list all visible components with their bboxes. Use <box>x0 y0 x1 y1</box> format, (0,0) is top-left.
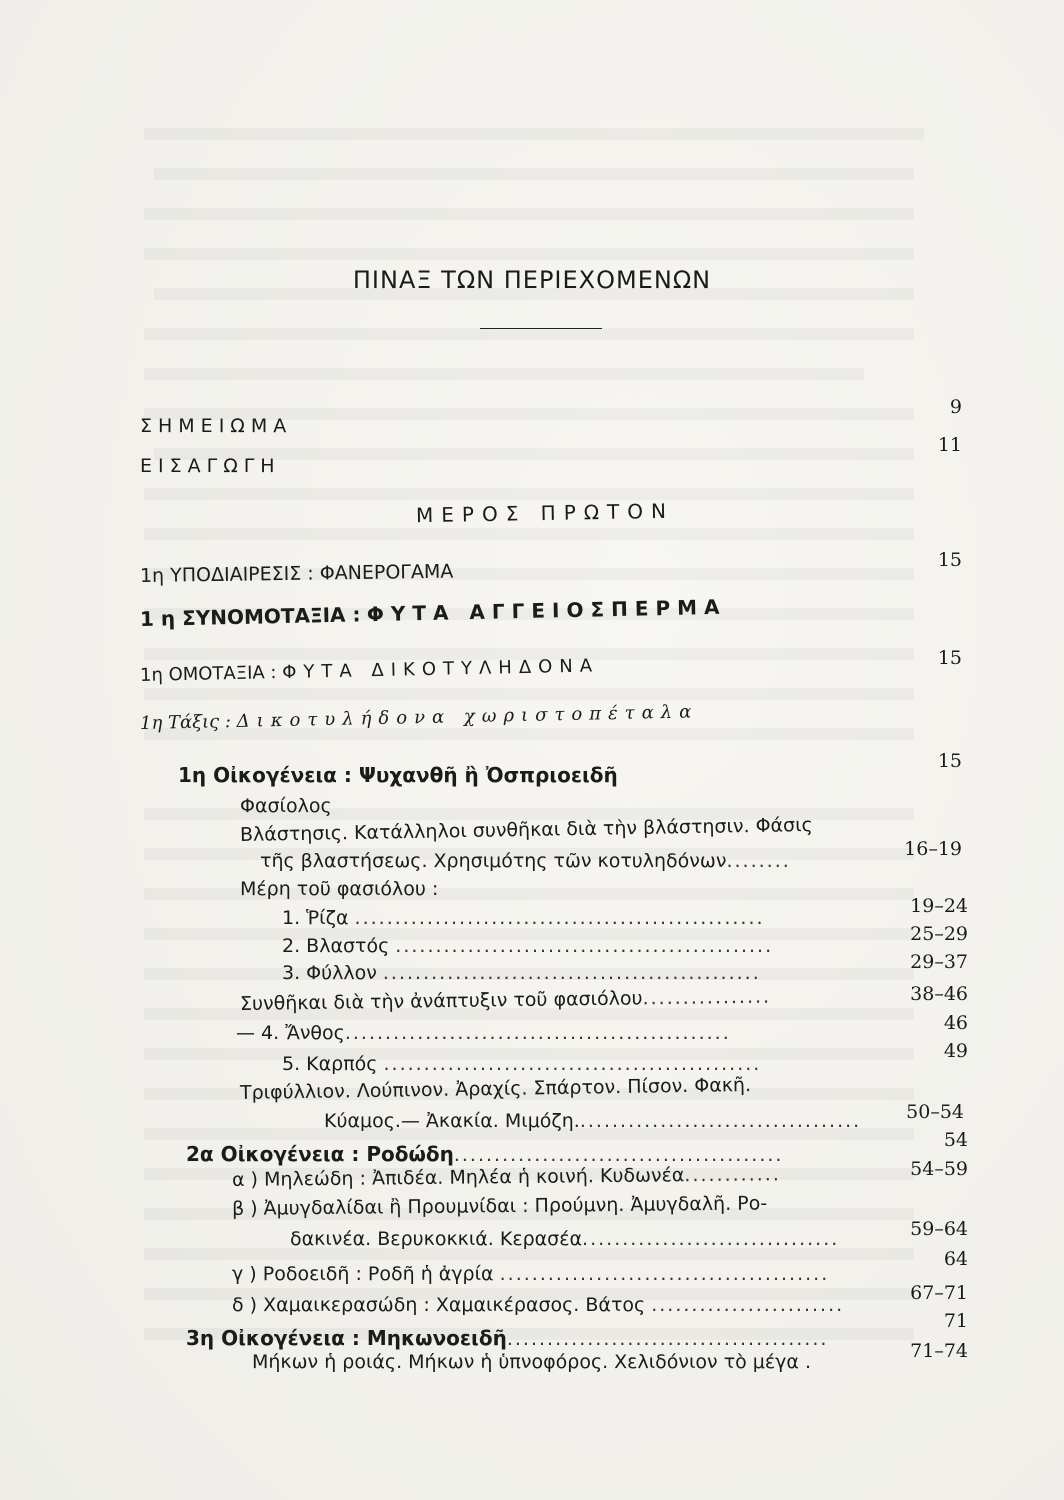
entry-page: 38–46 <box>910 983 968 1005</box>
subdivision-page: 15 <box>937 549 962 571</box>
leader-dots: ................................................... <box>354 907 765 929</box>
title-underline <box>480 328 602 329</box>
class-page: 15 <box>937 647 962 669</box>
entry-line <box>282 907 765 929</box>
leader-dots: ............ <box>684 1163 781 1187</box>
entry-line <box>236 1022 731 1044</box>
entry-text: 5. Καρπός <box>282 1053 378 1075</box>
order-name: Δικοτυλήδονα χωριστοπέταλα <box>236 701 699 732</box>
entry-line <box>324 1110 861 1132</box>
entry-line <box>282 1053 761 1075</box>
family-heading: 2α Οἰκογένεια : Ροδώδη <box>186 1142 454 1166</box>
entry-page: 54–59 <box>910 1158 968 1180</box>
entry-line <box>232 1263 829 1285</box>
entry-page: 59–64 <box>910 1218 968 1240</box>
entry-text: Μέρη τοῦ φασιόλου : <box>240 878 439 900</box>
entry-text: δακινέα. Βερυκοκκιά. Κερασέα <box>290 1228 583 1250</box>
entry-line <box>232 1294 844 1316</box>
leader-dots: ........ <box>726 850 791 872</box>
entry-text: α ) Μηλεώδη : Ἀπιδέα. Μηλέα ἡ κοινή. Κυδωνέα <box>231 1164 685 1191</box>
leader-dots: ........................ <box>651 1294 845 1316</box>
entry-page: 71 <box>943 1310 968 1332</box>
entry-page: 71–74 <box>910 1340 968 1362</box>
front-entry-label: ΕΙΣΑΓΩΓΗ <box>140 455 281 477</box>
subdivision-label: 1η ΥΠΟΔΙΑΙΡΕΣΙΣ : ΦΑΝΕΡΟΓΑΜΑ <box>139 560 454 587</box>
leader-dots: ................ <box>642 985 772 1010</box>
class-prefix: 1η ΟΜΟΤΑΞΙΑ : <box>139 662 277 686</box>
entry-text: Τριφύλλιον. Λούπινον. Ἀραχίς. Σπάρτον. Πίσον. Φακῆ. <box>239 1073 752 1104</box>
front-entry-label: ΣΗΜΕΙΩΜΑ <box>140 415 293 437</box>
leader-dots: ................................ <box>582 1228 840 1250</box>
phylum-prefix: 1 η ΣΥΝΟΜΟΤΑΞΙΑ : <box>139 602 361 631</box>
entry-text: Μήκων ἡ ροιάς. Μήκων ἡ ὑπνοφόρος. Χελιδόνιον τὸ μέγα . <box>252 1351 812 1373</box>
entry-text: γ ) Ροδοειδῆ : Ροδῆ ἡ ἀγρία <box>232 1263 494 1285</box>
entry-text: 1. Ῥίζα <box>282 907 349 929</box>
leader-dots: ................................... <box>579 1110 862 1132</box>
family-heading: 3η Οἰκογένεια : Μηκωνοειδῆ <box>186 1326 507 1350</box>
entry-page: 19–24 <box>910 895 968 917</box>
leader-dots: ............................................... <box>382 962 761 984</box>
entry-page: 29–37 <box>910 951 968 973</box>
entry-page: 15 <box>937 750 962 772</box>
entry-page: 16–19 <box>904 838 962 860</box>
entry-page: 50–54 <box>906 1101 964 1123</box>
front-entry-page: 9 <box>949 396 962 418</box>
order-prefix: 1η Τάξις : <box>139 711 232 734</box>
entry-line <box>282 962 761 984</box>
entry-line <box>260 850 791 872</box>
leader-dots: ......................................... <box>499 1263 830 1285</box>
entry-text: Κύαμος.— Ἀκακία. Μιμόζη. <box>324 1110 580 1132</box>
leader-dots: ............................................... <box>383 1053 762 1075</box>
entry-text: τῆς βλαστήσεως. Χρησιμότης τῶν κοτυληδόνων <box>260 850 727 872</box>
entry-text: δ ) Χαμαικερασώδη : Χαμαικέρασος. Βάτος <box>232 1294 646 1316</box>
front-entry-page: 11 <box>937 434 962 456</box>
entry-page: 46 <box>943 1012 968 1034</box>
leader-dots: ........................................ <box>506 1328 829 1350</box>
entry-line <box>186 1142 783 1166</box>
entry-line <box>282 935 773 957</box>
entry-text: 3. Φύλλον <box>282 962 377 984</box>
entry-line <box>290 1228 839 1250</box>
leader-dots: ............................................... <box>395 935 774 957</box>
entry-page: 54 <box>943 1129 968 1151</box>
class-name: ΦΥΤΑ ΔΙΚΟΤΥΛΗΔΟΝΑ <box>282 655 600 684</box>
part-heading: ΜΕΡΟΣ ΠΡΩΤΟΝ <box>415 498 675 528</box>
entry-line <box>186 1326 828 1350</box>
phylum-name: ΦΥΤΑ ΑΓΓΕΙΟΣΠΕΡΜΑ <box>366 594 727 627</box>
entry-page: 25–29 <box>910 923 968 945</box>
family-heading: 1η Οἰκογένεια : Ψυχανθῆ ἢ Ὀσπριοειδῆ <box>178 763 618 787</box>
entry-text: β ) Ἀμυγδαλίδαι ἢ Προυμνίδαι : Προύμνη. Ἀμυγδαλῆ. Ρο- <box>231 1192 768 1220</box>
entry-text: 2. Βλαστός <box>282 935 390 957</box>
entry-text: Φασίολος <box>240 795 332 817</box>
leader-dots: ................................................ <box>344 1022 731 1044</box>
entry-page: 64 <box>943 1248 968 1270</box>
entry-text: Βλάστησις. Κατάλληλοι συνθῆκαι διὰ τὴν βλάστησιν. Φάσις <box>239 814 813 846</box>
leader-dots: ......................................... <box>453 1144 784 1166</box>
entry-page: 67–71 <box>910 1282 968 1304</box>
entry-text: — 4. Ἄνθος <box>236 1022 345 1044</box>
entry-text: Συνθῆκαι διὰ τὴν ἀνάπτυξιν τοῦ φασιόλου <box>239 987 643 1015</box>
page-title: ΠΙΝΑΞ ΤΩΝ ΠΕΡΙΕΧΟΜΕΝΩΝ <box>352 266 712 294</box>
entry-page: 49 <box>943 1040 968 1062</box>
